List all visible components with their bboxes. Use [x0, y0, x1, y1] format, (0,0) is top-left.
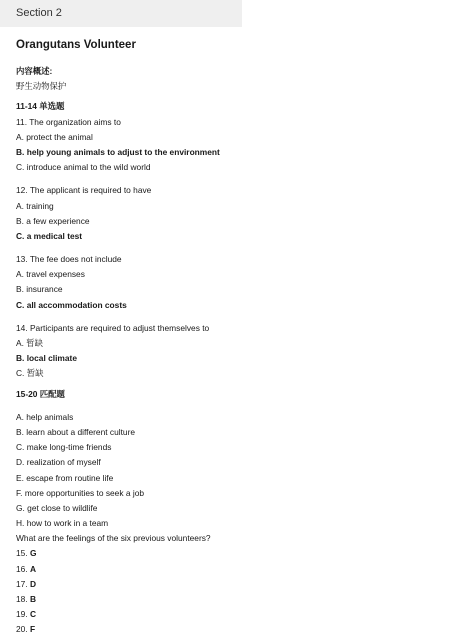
answer-number: 16. [16, 563, 28, 574]
question-stem: 12. The applicant is required to have [16, 185, 152, 196]
summary-label: 内容概述: [16, 66, 53, 76]
part1-heading: 11-14 单选题 [16, 101, 65, 112]
option: C. 暂缺 [16, 368, 44, 379]
matching-option: A. help animals [16, 411, 74, 422]
matching-option: E. escape from routine life [16, 472, 114, 483]
option: A. 暂缺 [16, 338, 43, 348]
answer-value: F [29, 624, 36, 635]
question-block [16, 252, 443, 313]
answer-row [16, 562, 443, 577]
matching-options [16, 410, 443, 532]
answer-row [16, 607, 443, 622]
matching-option: H. how to work in a team [16, 518, 109, 529]
answer-value: G [29, 548, 37, 559]
answer-value: A [29, 563, 37, 574]
answer-number: 17. [16, 578, 28, 589]
answer-value: C [29, 609, 37, 620]
option: A. protect the animal [16, 131, 93, 142]
answer-number: 15. [16, 548, 28, 559]
question-stem: 11. The organization aims to [16, 116, 121, 127]
part2-heading: 15-20 匹配题 [16, 388, 65, 399]
answer-number: 20. [16, 624, 28, 635]
matching-option: F. more opportunities to seek a job [16, 487, 145, 498]
option: C. introduce animal to the wild world [16, 162, 151, 173]
summary-text: 野生动物保护 [16, 81, 67, 92]
matching-option: G. get close to wildlife [16, 502, 98, 513]
option-correct: C. all accommodation costs [16, 299, 127, 310]
question-block [16, 321, 443, 382]
document-title: Orangutans Volunteer [16, 39, 136, 51]
question-stem: 14. Participants are required to adjust themselves to [16, 322, 210, 333]
question-block [16, 183, 443, 244]
option-correct: C. a medical test [16, 230, 83, 241]
option: B. insurance [16, 284, 63, 295]
option: B. a few experience [16, 215, 90, 226]
answer-value: B [29, 594, 37, 604]
question-stem: 13. The fee does not include [16, 254, 122, 265]
answer-list [16, 546, 443, 637]
section-header: Section 2 [0, 0, 242, 27]
option: A. training [16, 200, 54, 211]
answer-value: D [29, 578, 37, 589]
answer-number: 19. [16, 609, 28, 620]
matching-option: B. learn about a different culture [16, 426, 136, 437]
answer-row [16, 577, 443, 592]
option-correct: B. local climate [16, 353, 77, 364]
option: A. travel expenses [16, 269, 85, 280]
option-correct: B. help young animals to adjust to the environment [16, 146, 220, 157]
matching-question: What are the feelings of the six previous volunteers? [16, 533, 211, 544]
answer-row [16, 546, 443, 561]
answer-number: 18. [16, 594, 28, 604]
matching-option: C. make long-time friends [16, 442, 112, 453]
matching-option: D. realization of myself [16, 457, 101, 468]
answer-row [16, 622, 443, 637]
answer-row [16, 592, 443, 607]
question-block [16, 115, 443, 176]
document-body [16, 38, 443, 638]
